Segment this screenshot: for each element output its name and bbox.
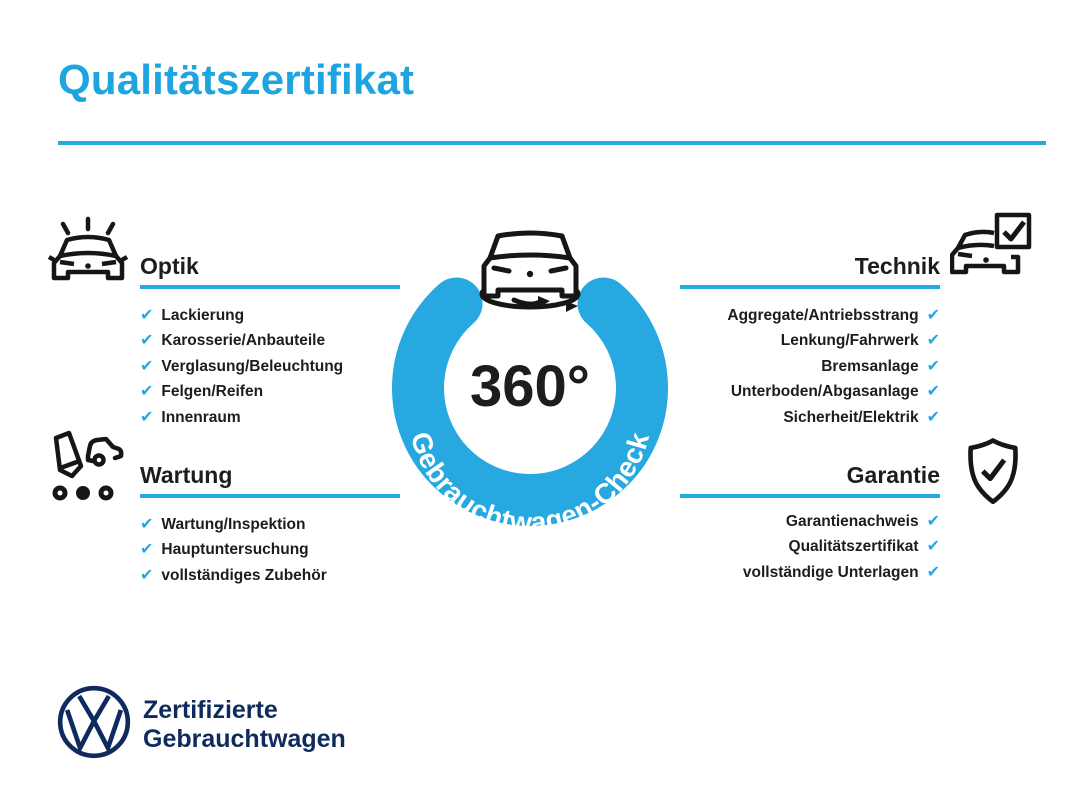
- brand-claim: [143, 696, 346, 754]
- item-label: Bremsanlage: [821, 357, 919, 375]
- check-icon: ✔: [926, 381, 940, 401]
- check-icon: ✔: [140, 406, 154, 426]
- section-underline-optik: [140, 285, 400, 289]
- item-label: Karosserie/Anbauteile: [161, 332, 326, 350]
- section-title-optik: Optik: [140, 253, 199, 279]
- check-icon: ✔: [926, 561, 940, 581]
- check-icon: ✔: [926, 536, 940, 556]
- checklist-item: [140, 380, 343, 406]
- section-title-garantie: Garantie: [846, 462, 940, 488]
- check-icon: ✔: [140, 355, 154, 375]
- optik-checklist: [140, 303, 343, 431]
- wartung-checklist: [140, 512, 327, 589]
- checklist-item: [140, 512, 327, 538]
- check-icon: ✔: [140, 564, 154, 584]
- section-underline-garantie: [680, 494, 940, 498]
- checklist-item: [140, 354, 343, 380]
- check-icon: ✔: [140, 513, 154, 533]
- check-icon: ✔: [140, 539, 154, 559]
- checklist-item: [620, 560, 940, 586]
- item-label: Innenraum: [161, 408, 241, 426]
- item-label: Aggregate/Antriebsstrang: [727, 306, 919, 324]
- check-icon: ✔: [140, 330, 154, 350]
- degree-label: 360°: [470, 354, 590, 419]
- item-label: vollständige Unterlagen: [742, 563, 919, 581]
- item-label: Wartung/Inspektion: [161, 515, 306, 533]
- check-icon: ✔: [926, 510, 940, 530]
- check-icon: ✔: [926, 330, 940, 350]
- item-label: Verglasung/Beleuchtung: [161, 357, 344, 375]
- section-title-technik: Technik: [854, 253, 940, 279]
- section-underline-technik: [680, 285, 940, 289]
- item-label: Hauptuntersuchung: [161, 541, 309, 559]
- checklist-item: [140, 563, 327, 589]
- checklist-item: [140, 329, 343, 355]
- section-underline-wartung: [140, 494, 400, 498]
- brand-claim-line2: Gebrauchtwagen: [143, 725, 346, 753]
- item-label: Garantienachweis: [785, 512, 919, 530]
- check-icon: ✔: [140, 304, 154, 324]
- pencil-car-icon: [42, 428, 126, 512]
- checklist-item: [140, 303, 343, 329]
- item-label: Lenkung/Fahrwerk: [780, 332, 919, 350]
- section-title-wartung: Wartung: [140, 462, 233, 488]
- item-label: Sicherheit/Elektrik: [783, 408, 919, 426]
- page-title: Qualitätszertifikat: [58, 56, 415, 103]
- title-divider: [58, 141, 1046, 145]
- car-shine-icon: [46, 212, 130, 296]
- vw-logo: [56, 684, 132, 760]
- checklist-item: [140, 405, 343, 431]
- item-label: Qualitätszertifikat: [788, 538, 919, 556]
- item-label: Lackierung: [161, 306, 245, 324]
- car-checkbox-icon: [950, 210, 1034, 294]
- check-icon: ✔: [926, 406, 940, 426]
- checklist-item: [140, 538, 327, 564]
- check-icon: ✔: [926, 355, 940, 375]
- ring-label: Gebrauchtwagen-Check: [404, 428, 656, 539]
- brand-claim-line1: Zertifizierte: [143, 696, 278, 724]
- center-360-graphic: [370, 230, 700, 560]
- item-label: Unterboden/Abgasanlage: [730, 383, 919, 401]
- item-label: Felgen/Reifen: [161, 383, 264, 401]
- item-label: vollständiges Zubehör: [161, 566, 327, 584]
- rotating-car-icon: [482, 233, 578, 312]
- check-icon: ✔: [140, 381, 154, 401]
- check-icon: ✔: [926, 304, 940, 324]
- shield-check-icon: [954, 432, 1032, 514]
